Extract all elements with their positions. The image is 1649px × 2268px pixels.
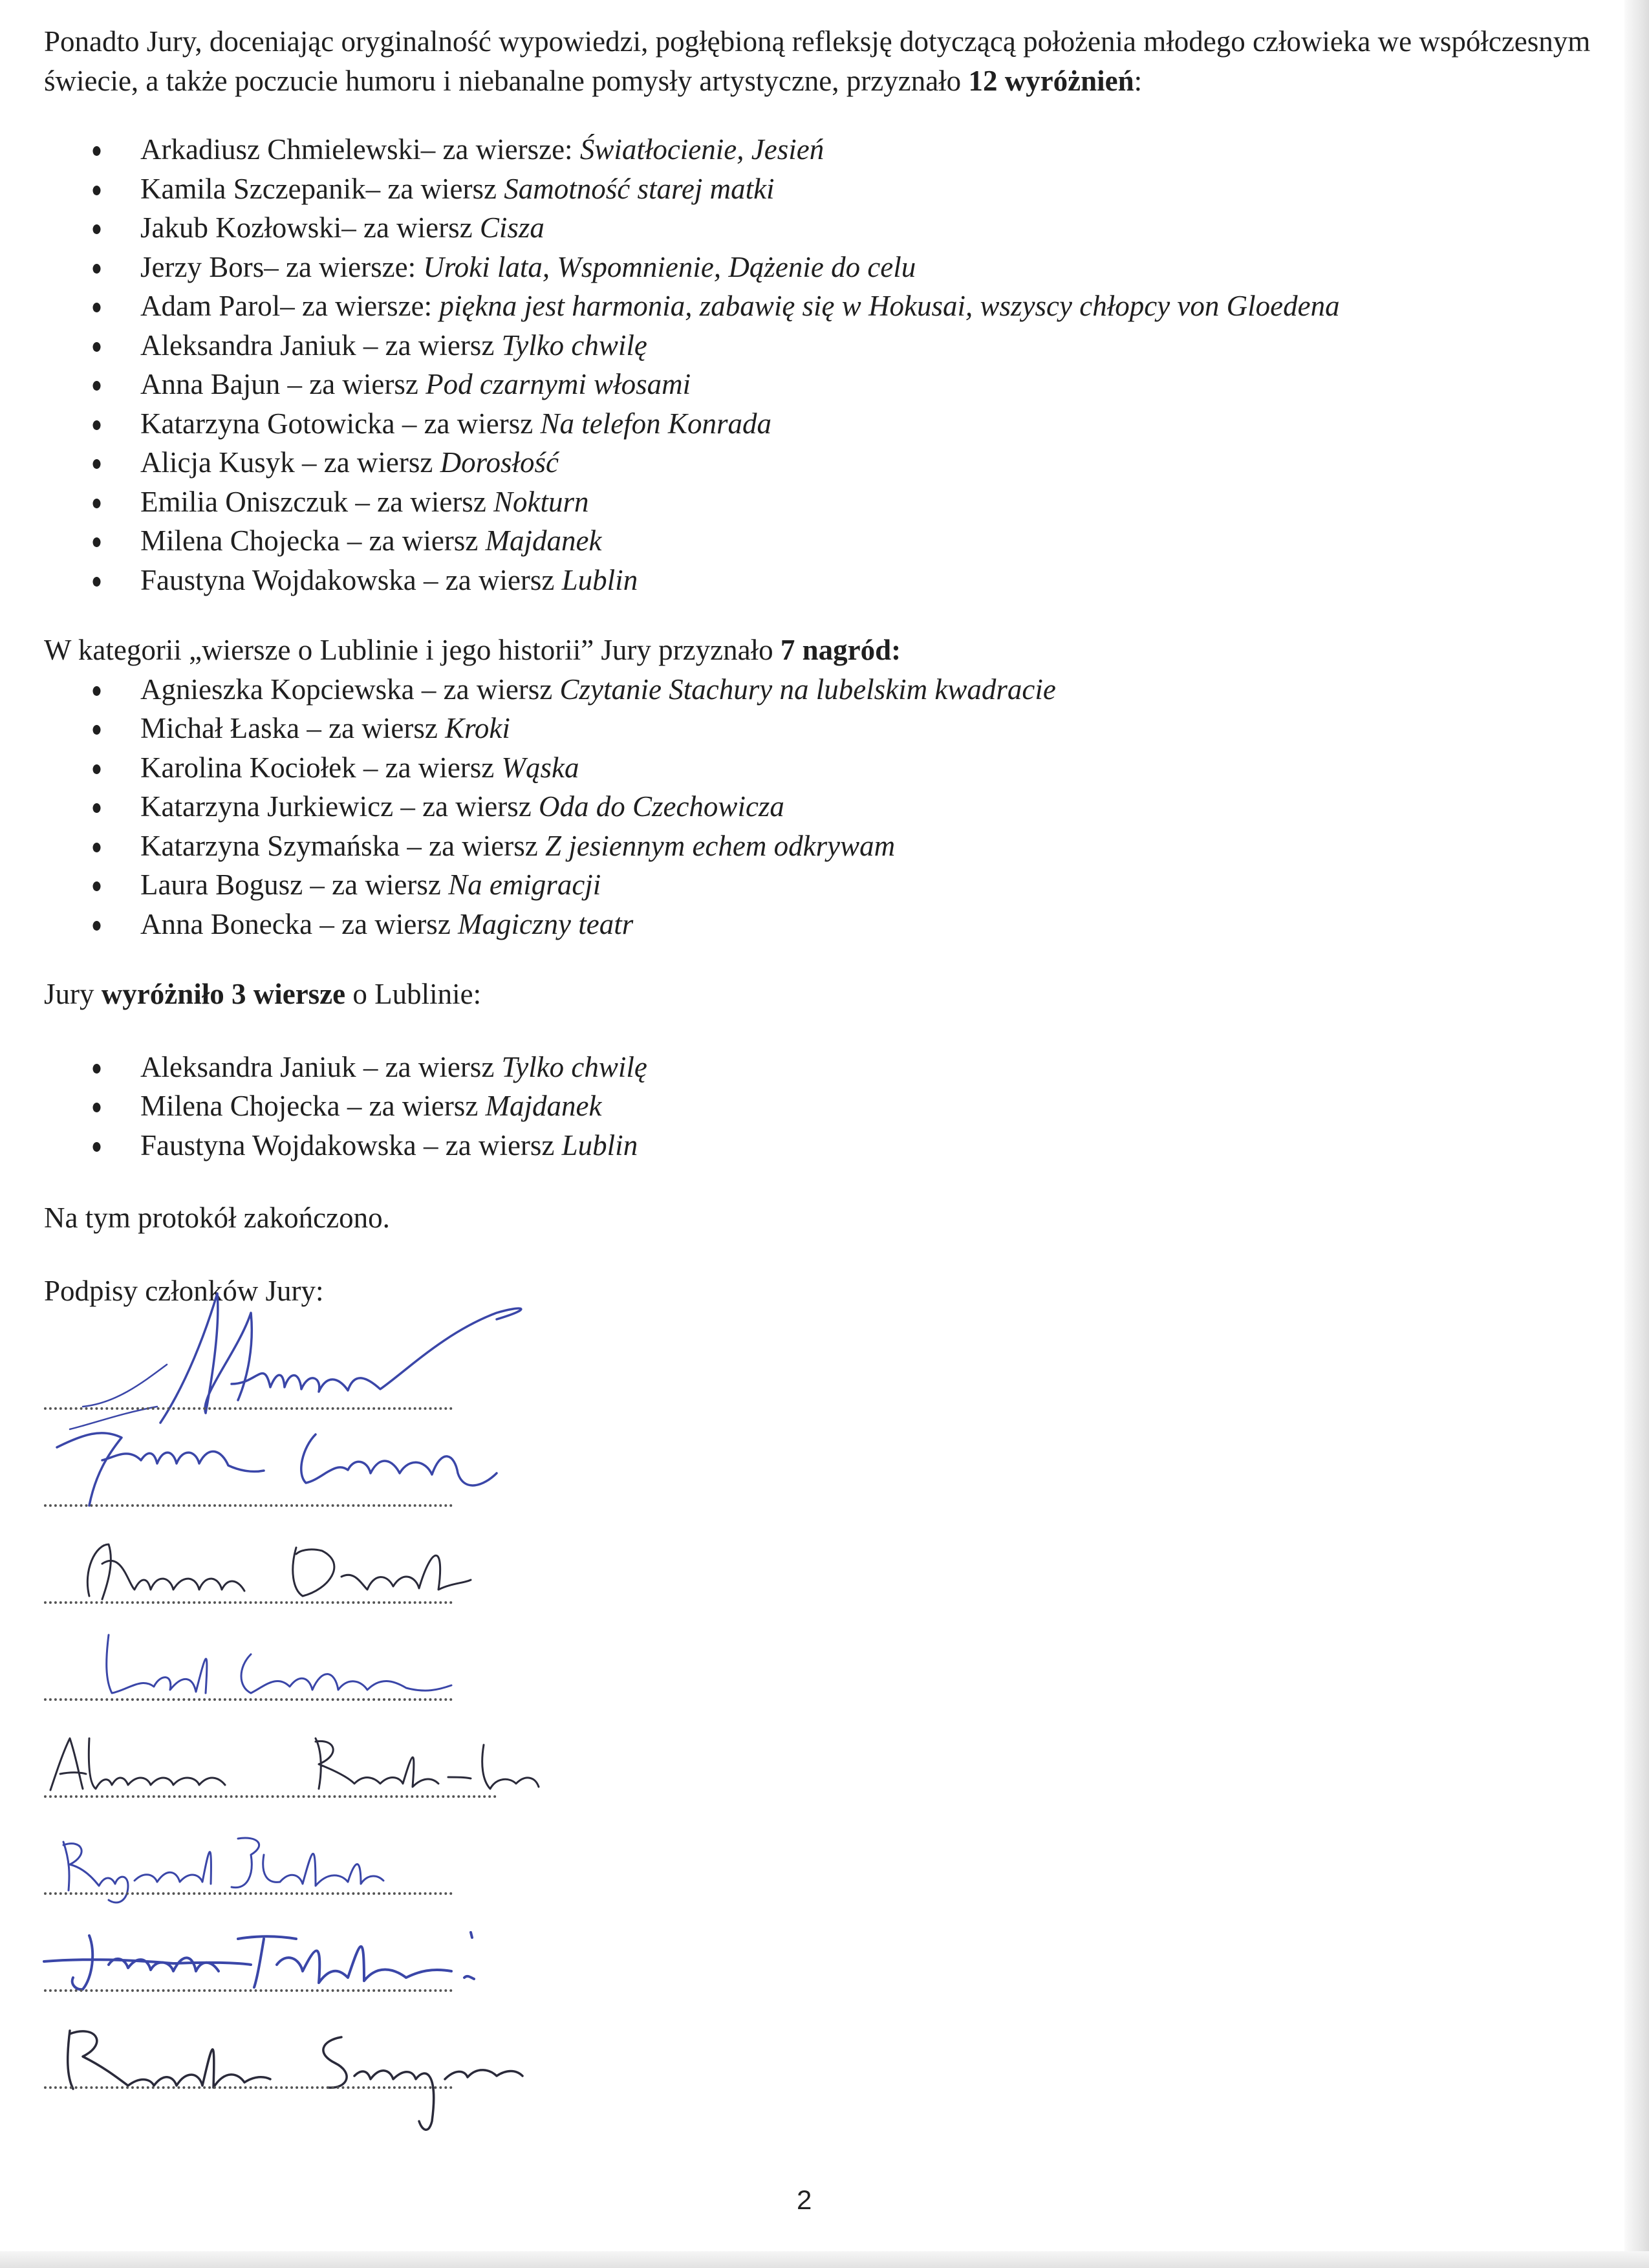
bullet-icon xyxy=(92,340,102,352)
signature-line xyxy=(44,1914,626,1992)
bullet-icon xyxy=(92,380,102,392)
list-item: Michał Łaska – za wiersz Kroki xyxy=(140,709,1596,748)
list-item: Karolina Kociołek – za wiersz Wąska xyxy=(140,748,1596,788)
dotted-line xyxy=(44,1504,453,1507)
list-item: Katarzyna Szymańska – za wiersz Z jesiennym echem odkrywam xyxy=(140,826,1596,866)
bullet-icon xyxy=(92,684,102,697)
list-item: Katarzyna Gotowicka – za wiersz Na telefon Konrada xyxy=(140,404,1596,444)
signature-image xyxy=(44,1712,626,1803)
list-item: Aleksandra Janiuk – za wiersz Tylko chwilę xyxy=(140,326,1596,365)
list-item: Anna Bonecka – za wiersz Magiczny teatr xyxy=(140,905,1596,944)
list-item: Aleksandra Janiuk – za wiersz Tylko chwilę xyxy=(140,1048,1596,1087)
bullet-icon xyxy=(92,802,102,814)
bullet-icon xyxy=(92,841,102,853)
bullet-icon xyxy=(92,536,102,548)
signature-line xyxy=(44,1720,626,1798)
page-number: 2 xyxy=(797,2185,812,2215)
bullet-icon xyxy=(92,145,102,157)
distinguished-list xyxy=(44,1048,1596,1165)
signature-line xyxy=(44,1623,626,1701)
list-item: Laura Bogusz – za wiersz Na emigracji xyxy=(140,865,1596,905)
list-item: Faustyna Wojdakowska – za wiersz Lublin xyxy=(140,561,1596,600)
bullet-icon xyxy=(92,223,102,235)
intro-paragraph: Ponadto Jury, doceniając oryginalność wypowiedzi, pogłębioną refleksję dotyczącą położenia młodego człowieka we współczesnym świecie, a także poczucie humoru i niebanalne pomysły artystyczne, przyznało 12 wyróżnień: xyxy=(44,25,1591,97)
dotted-line xyxy=(44,1795,497,1798)
bullet-icon xyxy=(92,301,102,314)
dotted-line xyxy=(44,2086,453,2089)
signature-image xyxy=(44,2005,626,2134)
list-item: Milena Chojecka – za wiersz Majdanek xyxy=(140,1086,1596,1126)
honors-list xyxy=(44,130,1596,599)
scan-edge-bottom xyxy=(0,2251,1649,2268)
distinction-heading: Jury wyróżniło 3 wiersze o Lublinie: xyxy=(44,978,482,1010)
bullet-icon xyxy=(92,1101,102,1114)
signatures-block xyxy=(44,1332,626,2154)
closing-sentence: Na tym protokół zakończono. xyxy=(44,1202,390,1234)
bullet-icon xyxy=(92,458,102,470)
dotted-line xyxy=(44,1698,453,1701)
awards-list xyxy=(44,670,1596,944)
list-item: Adam Parol– za wiersze: piękna jest harmonia, zabawię się w Hokusai, wszyscy chłopcy von Gloedena xyxy=(140,286,1596,326)
list-item: Milena Chojecka – za wiersz Majdanek xyxy=(140,521,1596,561)
bullet-icon xyxy=(92,1140,102,1152)
list-item: Katarzyna Jurkiewicz – za wiersz Oda do Czechowicza xyxy=(140,787,1596,826)
list-item: Jakub Kozłowski– za wiersz Cisza xyxy=(140,208,1596,248)
signature-image xyxy=(44,1906,626,1997)
list-item: Agnieszka Kopciewska – za wiersz Czytanie Stachury na lubelskim kwadracie xyxy=(140,670,1596,709)
list-item: Jerzy Bors– za wiersze: Uroki lata, Wspomnienie, Dążenie do celu xyxy=(140,248,1596,287)
bullet-icon xyxy=(92,880,102,892)
bullet-icon xyxy=(92,184,102,196)
bullet-icon xyxy=(92,418,102,431)
dotted-line xyxy=(44,1601,453,1604)
signature-line xyxy=(44,1332,626,1410)
list-item: Faustyna Wojdakowska – za wiersz Lublin xyxy=(140,1126,1596,1165)
signature-line xyxy=(44,2011,626,2089)
bullet-icon xyxy=(92,575,102,587)
category-heading: W kategorii „wiersze o Lublinie i jego historii” Jury przyznało 7 nagród: xyxy=(44,634,901,666)
signatures-heading: Podpisy członków Jury: xyxy=(44,1274,324,1307)
list-item: Anna Bajun – za wiersz Pod czarnymi włosami xyxy=(140,365,1596,404)
bullet-icon xyxy=(92,919,102,931)
dotted-line xyxy=(44,1989,453,1992)
protocol-text xyxy=(44,22,1596,1310)
bullet-icon xyxy=(92,262,102,274)
signature-line xyxy=(44,1817,626,1895)
signature-image xyxy=(44,1409,626,1512)
list-item: Kamila Szczepanik– za wiersz Samotność starej matki xyxy=(140,169,1596,209)
signature-image xyxy=(44,1809,626,1900)
signature-image xyxy=(44,1615,626,1706)
signature-line xyxy=(44,1526,626,1604)
dotted-line xyxy=(44,1892,453,1895)
list-item: Emilia Oniszczuk – za wiersz Nokturn xyxy=(140,482,1596,522)
signature-image xyxy=(44,1518,626,1609)
scan-edge-right xyxy=(1624,0,1649,2268)
signature-line xyxy=(44,1429,626,1507)
signature-image xyxy=(44,1274,626,1429)
list-item: Arkadiusz Chmielewski– za wiersze: Światłocienie, Jesień xyxy=(140,130,1596,169)
bullet-icon xyxy=(92,762,102,775)
bullet-icon xyxy=(92,1062,102,1074)
list-item: Alicja Kusyk – za wiersz Dorosłość xyxy=(140,443,1596,482)
bullet-icon xyxy=(92,497,102,509)
bullet-icon xyxy=(92,724,102,736)
